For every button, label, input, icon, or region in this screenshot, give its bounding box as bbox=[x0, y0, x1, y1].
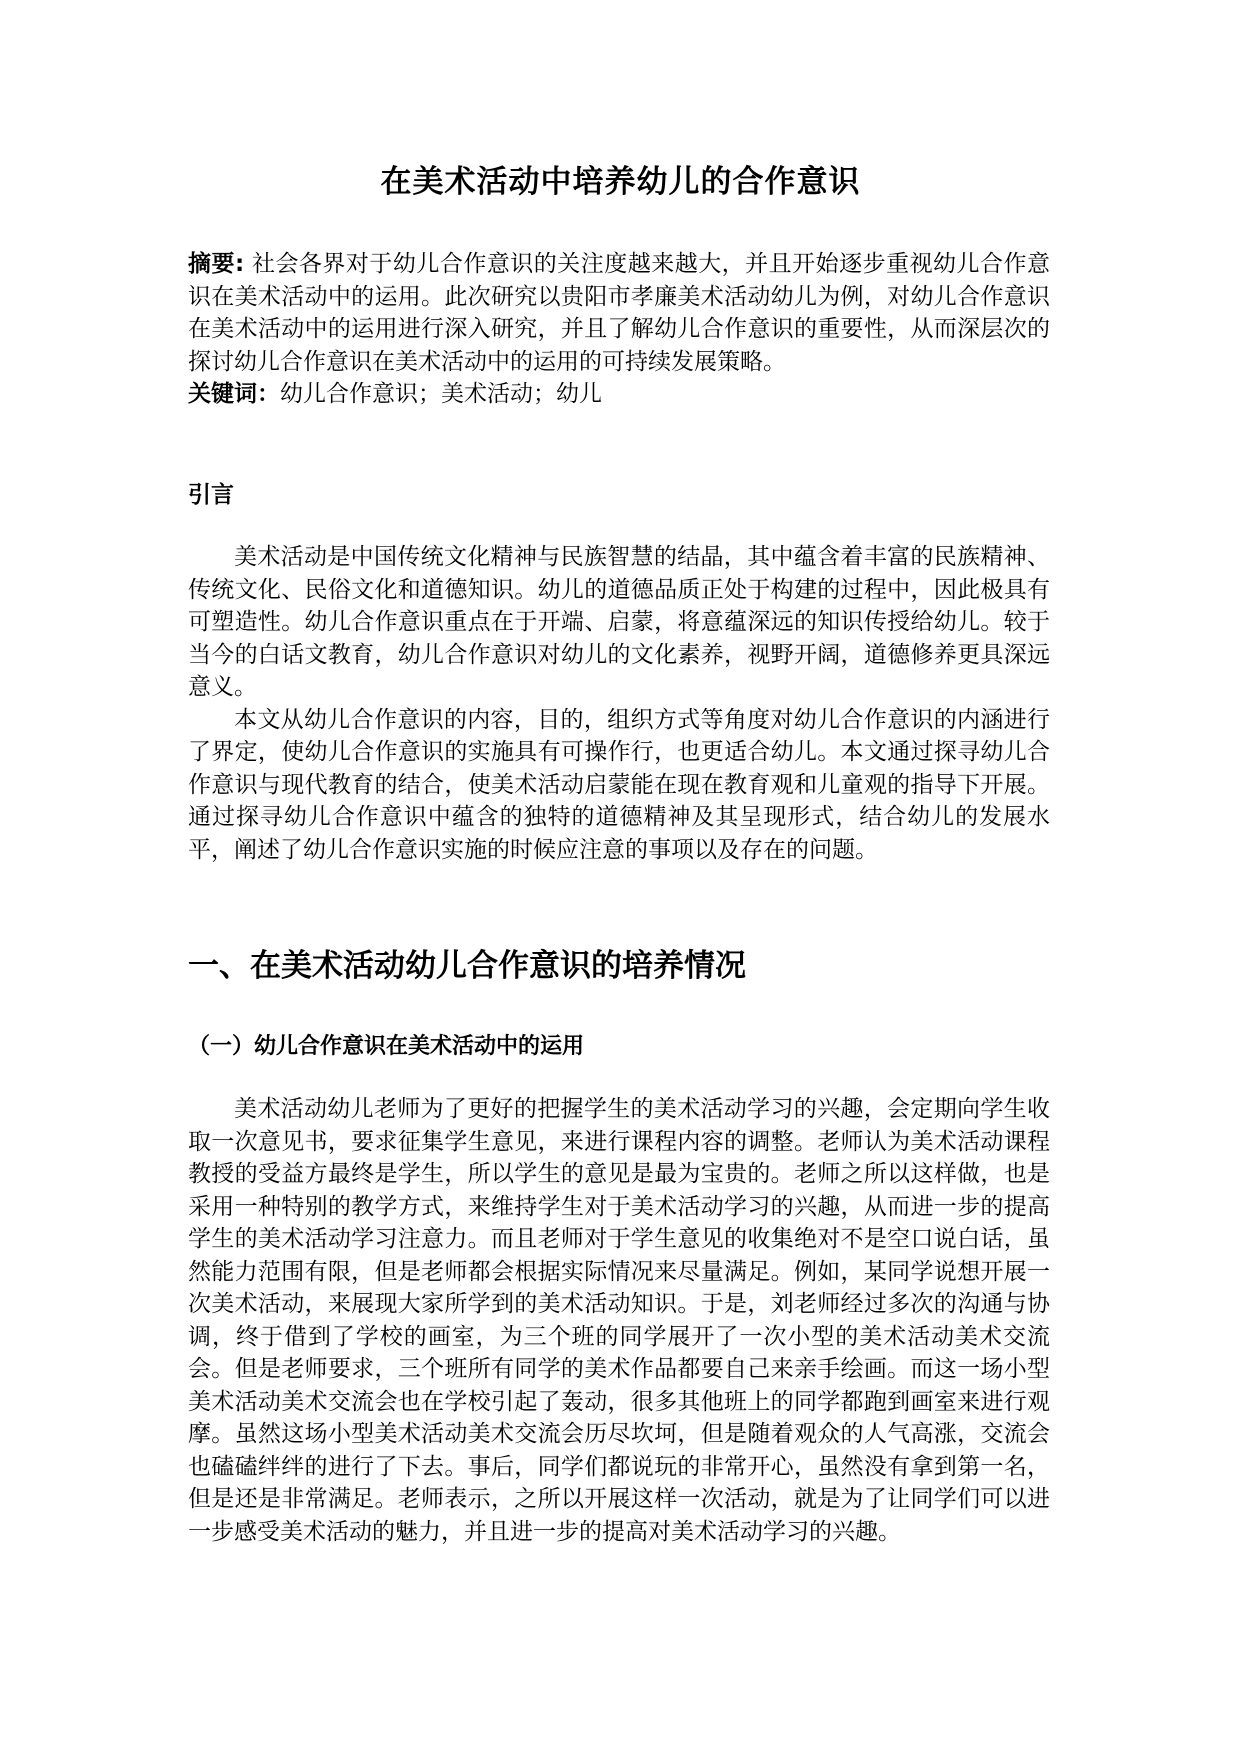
intro-heading: 引言 bbox=[188, 482, 234, 508]
body-paragraph: 美术活动幼儿老师为了更好的把握学生的美术活动学习的兴趣，会定期向学生收取一次意见书，要求征集学生意见，来进行课程内容的调整。老师认为美术活动课程教授的受益方最终是学生，所以学生的意见是最为宝贵的。老师之所以这样做，也是采用一种特别的教学方式，来维持学生对于美术活动学习的兴趣，从而进一步的提高学生的美术活动学习注意力。而且老师对于学生意见的收集绝对不是空口说白话，虽然能力范围有限，但是老师都会根据实际情况来尽量满足。例如，某同学说想开展一次美术活动，来展现大家所学到的美术活动知识。于是，刘老师经过多次的沟通与协调，终于借到了学校的画室，为三个班的同学展开了一次小型的美术活动美术交流会。但是老师要求，三个班所有同学的美术作品都要自己来亲手绘画。而这一场小型美术活动美术交流会也在学校引起了轰动，很多其他班上的同学都跑到画室来进行观摩。虽然这场小型美术活动美术交流会历尽坎坷，但是随着观众的人气高涨，交流会也磕磕绊绊的进行了下去。事后，同学们都说玩的非常开心，虽然没有拿到第一名，但是还是非常满足。老师表示，之所以开展这样一次活动，就是为了让同学们可以进一步感受美术活动的魅力，并且进一步的提高对美术活动学习的兴趣。 bbox=[188, 1096, 1050, 1545]
abstract-label: 摘要: bbox=[188, 251, 245, 277]
abstract-text: 社会各界对于幼儿合作意识的关注度越来越大，并且开始逐步重视幼儿合作意识在美术活动中的运用。此次研究以贵阳市孝廉美术活动幼儿为例，对幼儿合作意识在美术活动中的运用进行深入研究，并且了解幼儿合作意识的重要性，从而深层次的探讨幼儿合作意识在美术活动中的运用的可持续发展策略。 bbox=[188, 251, 1050, 375]
subsection-heading: （一）幼儿合作意识在美术活动中的运用 bbox=[188, 1034, 585, 1059]
intro-paragraph: 美术活动是中国传统文化精神与民族智慧的结晶，其中蕴含着丰富的民族精神、传统文化、民俗文化和道德知识。幼儿的道德品质正处于构建的过程中，因此极具有可塑造性。幼儿合作意识重点在于开端、启蒙，将意蕴深远的知识传授给幼儿。较于当今的白话文教育，幼儿合作意识对幼儿的文化素养，视野开阔，道德修养更具深远意义。 bbox=[188, 544, 1050, 700]
intro-body bbox=[188, 541, 1050, 866]
keywords-text: 幼儿合作意识；美术活动；幼儿 bbox=[280, 381, 602, 407]
keywords bbox=[188, 378, 1050, 411]
abstract bbox=[188, 248, 1050, 378]
document-title: 在美术活动中培养幼儿的合作意识 bbox=[380, 164, 861, 200]
subsection-body bbox=[188, 1093, 1050, 1548]
keywords-label: 关键词： bbox=[188, 381, 280, 407]
section-heading: 一、在美术活动幼儿合作意识的培养情况 bbox=[188, 948, 746, 984]
intro-paragraph: 本文从幼儿合作意识的内容，目的，组织方式等角度对幼儿合作意识的内涵进行了界定，使幼儿合作意识的实施具有可操作行，也更适合幼儿。本文通过探寻幼儿合作意识与现代教育的结合，使美术活动启蒙能在现在教育观和儿童观的指导下开展。通过探寻幼儿合作意识中蕴含的独特的道德精神及其呈现形式，结合幼儿的发展水平，阐述了幼儿合作意识实施的时候应注意的事项以及存在的问题。 bbox=[188, 706, 1050, 863]
